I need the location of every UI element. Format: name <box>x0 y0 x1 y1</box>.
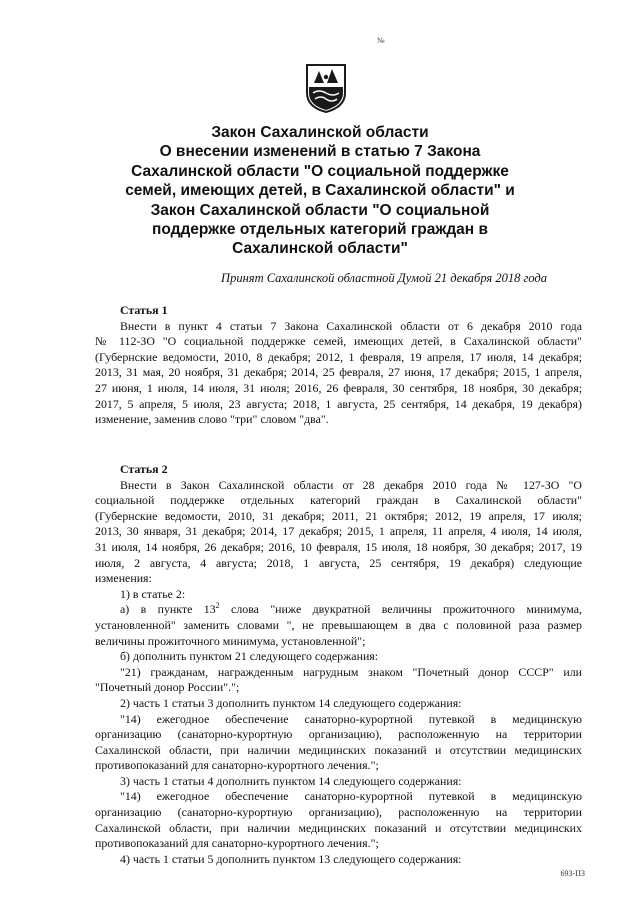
text-line: 2013, 30 января, 31 декабря; 2014, 17 декабря; 2015, 1 апреля, 11 апреля, 4 июля, 14 июля, <box>95 524 582 539</box>
list-item: 2) часть 1 статьи 3 дополнить пунктом 14 следующего содержания: <box>120 695 462 710</box>
article-1 <box>95 303 582 428</box>
list-item <box>95 602 582 618</box>
text-line: 31 июля, 14 ноября, 26 декабря; 2016, 10 февраля, 15 июля, 18 ноября, 30 декабря; 2017, 19 <box>95 539 582 554</box>
list-item: б) дополнить пунктом 21 следующего содержания: <box>120 649 379 664</box>
text-line: № 112-ЗО "О социальной поддержке семей, имеющих детей, в Сахалинской области" <box>95 334 582 349</box>
text-line: (Губернские ведомости, 2010, 31 декабря; 2011, 21 октября; 2012, 19 апреля, 17 июля; <box>95 508 582 523</box>
quote-line: организацию (санаторно-курортную организацию), расположенную на территории <box>95 805 582 820</box>
quote-line: Сахалинской области, при наличии медицинских показаний и отсутствии медицинских <box>95 820 582 835</box>
title-line: Сахалинской области "О социальной поддержке <box>131 162 509 180</box>
title-line: Сахалинской области" <box>232 240 408 258</box>
text-line: изменение, заменив слово "три" словом "два". <box>95 412 329 427</box>
article-heading: Статья 1 <box>120 303 168 317</box>
title-line: О внесении изменений в статью 7 Закона <box>159 143 481 161</box>
quote-line: "Почетный донор России"."; <box>95 680 240 695</box>
text-line: изменения: <box>95 571 152 586</box>
quote-line: "14) ежегодное обеспечение санаторно-курортной путевкой в медицинскую <box>120 711 582 726</box>
quote-line: противопоказаний для санаторно-курортного лечения."; <box>95 758 379 773</box>
quote-line: "21) гражданам, награжденным нагрудным знаком "Почетный донор СССР" или <box>120 664 582 679</box>
text-line: Внести в Закон Сахалинской области от 28 декабря 2010 года № 127-ЗО "О <box>120 477 582 492</box>
law-title <box>80 123 560 259</box>
quote-line: организацию (санаторно-курортную организацию), расположенную на территории <box>95 727 582 742</box>
page-code: 693-ПЗ <box>560 869 585 878</box>
quote-line: противопоказаний для санаторно-курортного лечения."; <box>95 836 379 851</box>
article-2 <box>95 462 582 867</box>
text-line: социальной поддержке отдельных категорий граждан в Сахалинской области" <box>95 493 582 508</box>
list-item: 1) в статье 2: <box>120 586 186 601</box>
title-line: Закон Сахалинской области "О социальной <box>150 201 490 219</box>
text-line: Внести в пункт 4 статьи 7 Закона Сахалинской области от 6 декабря 2010 года <box>120 318 582 333</box>
text-line: (Губернские ведомости, 2010, 8 декабря; 2012, 1 февраля, 19 апреля, 17 июля, 14 декабря; <box>95 349 582 364</box>
article-heading: Статья 2 <box>120 462 168 476</box>
title-line: поддержке отдельных категорий граждан в <box>151 221 489 239</box>
title-line: семей, имеющих детей, в Сахалинской области" и <box>125 182 515 200</box>
title-line: Закон Сахалинской области <box>211 124 429 141</box>
text-line: июля, 2 августа, 4 августа; 2018, 1 августа, 25 сентября, 19 декабря) следующие <box>95 555 582 570</box>
text-line: 27 июня, 1 июля, 14 июля, 31 июля; 2016, 26 февраля, 30 сентября, 18 ноября, 30 декабря; <box>95 380 582 395</box>
text-line: 2017, 5 апреля, 5 июля, 23 августа; 2018, 1 августа, 25 сентября, 14 декабря, 19 декабря) <box>95 396 582 411</box>
stamp-mark: № <box>377 36 385 45</box>
quote-line: Сахалинской области, при наличии медицинских показаний и отсутствии медицинских <box>95 742 582 757</box>
quote-line: "14) ежегодное обеспечение санаторно-курортной путевкой в медицинскую <box>120 789 582 804</box>
superscript: 2 <box>215 601 220 611</box>
text-line: установленной" заменить словами ", не превышающем в два с половиной раза размер <box>95 617 582 632</box>
list-item: 4) часть 1 статьи 5 дополнить пунктом 13 следующего содержания: <box>120 851 462 866</box>
item-text: слова "ниже двукратной величины прожиточного минимума, <box>219 602 582 617</box>
list-item: 3) часть 1 статьи 4 дополнить пунктом 14 следующего содержания: <box>120 773 462 788</box>
item-text: а) в пункте 13 <box>120 602 216 617</box>
text-line: 2013, 31 мая, 20 ноября, 31 декабря; 2014, 25 февраля, 27 июня, 17 декабря; 2015, 1 апреля, <box>95 365 582 380</box>
text-line: величины прожиточного минимума, установленной"; <box>95 633 366 648</box>
coat-of-arms-icon <box>305 63 347 113</box>
adoption-note: Принят Сахалинской областной Думой 21 декабря 2018 года <box>221 271 547 285</box>
